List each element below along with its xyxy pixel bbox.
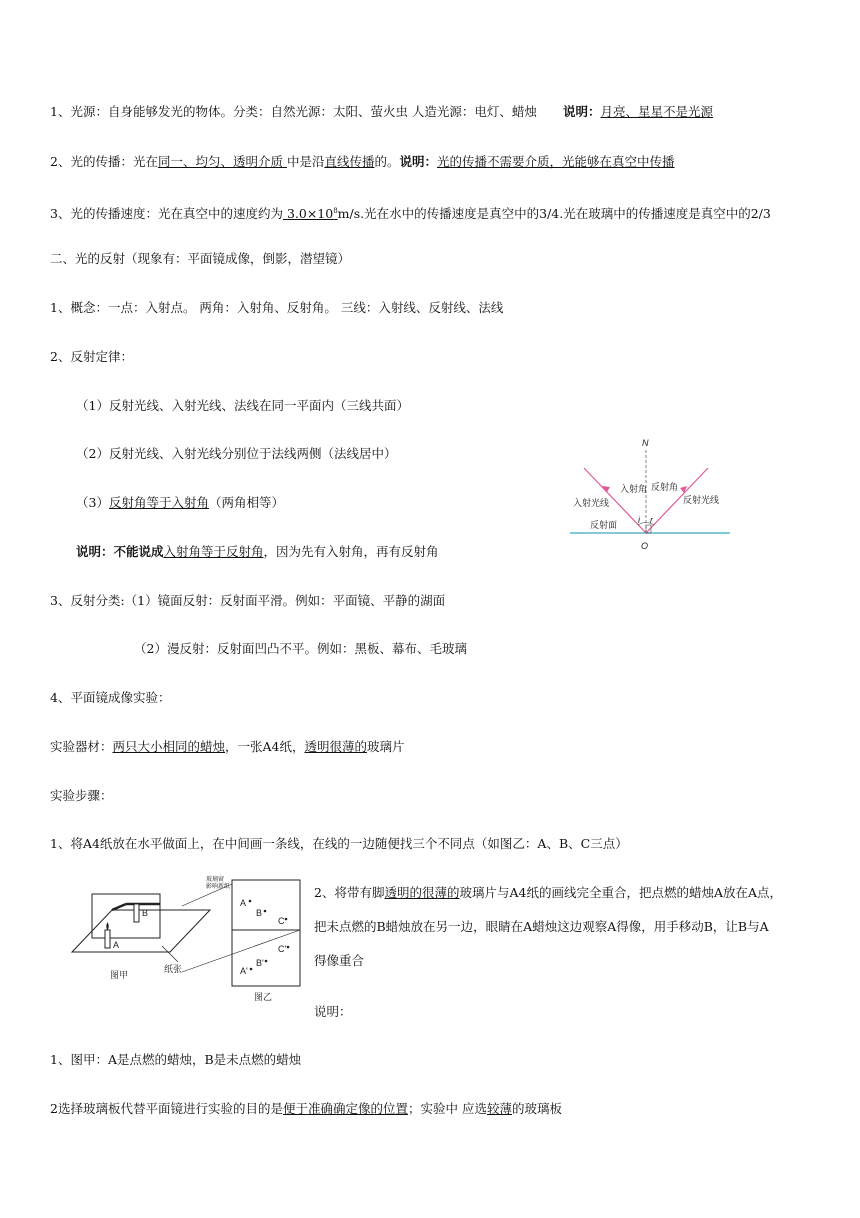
text-segment: 3、光的传播速度：光在真空中的速度约为 (50, 206, 283, 222)
law-item-1: （1）反射光线、入射光线、法线在同一平面内（三线共面） (76, 398, 409, 413)
dot-c2 (287, 946, 290, 949)
text-segment: m/s.光在水中的传播速度是真空中的3/4.光在玻璃中的传播速度是真空中的2/3 (337, 206, 771, 222)
dot-a (249, 900, 252, 903)
step-2-line-1: 2、将带有脚透明的很薄的玻璃片与A4纸的画线完全重合，把点燃的蜡烛A放在A点， (314, 885, 783, 900)
dot-b (264, 910, 267, 913)
glass-note-2: 影响新纸 (206, 884, 231, 890)
glass-note-1: 玻璃窗 (206, 877, 225, 883)
point-a2: A' (240, 966, 248, 976)
section-heading-reflection: 二、光的反射（现象有：平面镜成像，倒影，潜望镜） (50, 251, 351, 266)
light-propagation-line (50, 154, 675, 170)
point-b2: B' (256, 958, 264, 968)
steps-heading: 实验步骤： (50, 788, 113, 803)
reflected-ray-label: 反射光线 (683, 495, 720, 505)
law-item-3: （3）反射角等于入射角（两角相等） (76, 495, 284, 510)
glass-plate (92, 894, 160, 938)
figure-jia (60, 882, 220, 992)
figure-yi (206, 876, 312, 1006)
concept-line: 1、概念：一点：入射点。 两角：入射角、反射角。 三线：入射线、反射线、法线 (50, 300, 504, 315)
r-label: r (650, 515, 653, 525)
law-note: 说明：不能说成入射角等于反射角，因为先有入射角，再有反射角 (76, 544, 439, 559)
step-2-line-3: 得像重合 (314, 953, 365, 968)
light-source-line (50, 104, 713, 120)
caption-jia: 图甲 (110, 970, 129, 980)
surface-label: 反射面 (590, 520, 618, 530)
label-b: B (142, 908, 149, 918)
note-label: 说明： (399, 154, 438, 169)
text-segment: 2、光的传播：光在 (50, 154, 158, 169)
label-a: A (113, 940, 120, 950)
dot-a2 (250, 968, 253, 971)
paper-sheet (72, 910, 210, 952)
text-segment: 中是沿 (286, 154, 325, 169)
glass-edge (112, 904, 126, 910)
step-1: 1、将A4纸放在水平做面上，在中间画一条线，在线的一边随便找三个不同点（如图乙：A、B、C三点） (50, 836, 628, 851)
caption-yi: 图乙 (254, 992, 273, 1002)
incident-ray-label: 入射光线 (573, 498, 610, 508)
underlined-term: 直线传播 (324, 154, 375, 169)
normal-label: N (642, 438, 649, 448)
point-c2: C' (278, 944, 287, 954)
note-text: 月亮、星星不是光源 (600, 104, 713, 119)
classify-line-2: （2）漫反射：反射面凹凸不平。例如：黑板、幕布、毛玻璃 (134, 641, 467, 656)
i-label: i (638, 515, 640, 525)
experiment-heading: 4、平面镜成像实验： (50, 690, 171, 705)
point-b: B (256, 908, 263, 918)
equipment-line: 实验器材：两只大小相同的蜡烛，一张A4纸，透明很薄的玻璃片 (50, 739, 405, 754)
note-label: 说明： (562, 104, 601, 119)
step-2-line-2: 把未点燃的B蜡烛放在另一边，眼睛在A蜡烛这边观察A得像，用手移动B，让B与A (314, 919, 769, 934)
candle-b (134, 904, 139, 922)
point-c: C (278, 916, 285, 926)
step-note-label: 说明： (314, 1004, 352, 1019)
law-heading: 2、反射定律： (50, 349, 133, 364)
candle-a (105, 930, 110, 948)
incident-angle-label: 入射角 (620, 484, 648, 494)
dot-c (285, 918, 288, 921)
note-text: 光的传播不需要介质，光能够在真空中传播 (437, 154, 675, 169)
paper-label: 纸张 (164, 964, 183, 974)
point-a: A (240, 898, 247, 908)
point-o-label: O (641, 541, 649, 551)
note-1: 1、图甲：A是点燃的蜡烛，B是未点燃的蜡烛 (50, 1052, 302, 1067)
reflected-angle-label: 反射角 (651, 482, 679, 492)
speed-value: $3.0\times 10^8$ (282, 206, 338, 222)
paper-pointer (162, 946, 178, 962)
text-segment: 的。 (374, 154, 400, 169)
reflection-diagram (566, 436, 736, 562)
light-speed-line (50, 203, 771, 222)
law-item-2: （2）反射光线、入射光线分别位于法线两侧（法线居中） (76, 446, 397, 461)
dot-b2 (265, 960, 268, 963)
flame-icon (106, 922, 109, 930)
light-source-text: 1、光源：自身能够发光的物体。分类：自然光源：太阳、萤火虫 人造光源：电灯、蜡烛 (50, 104, 537, 119)
classify-line-1: 3、反射分类:（1）镜面反射：反射面平滑。例如：平面镜、平静的湖面 (50, 593, 446, 608)
note-2: 2选择玻璃板代替平面镜进行实验的目的是便于准确确定像的位置；实验中 应选较薄的玻璃板 (50, 1101, 562, 1116)
underlined-term: 同一、均匀、透明介质 (157, 154, 287, 169)
